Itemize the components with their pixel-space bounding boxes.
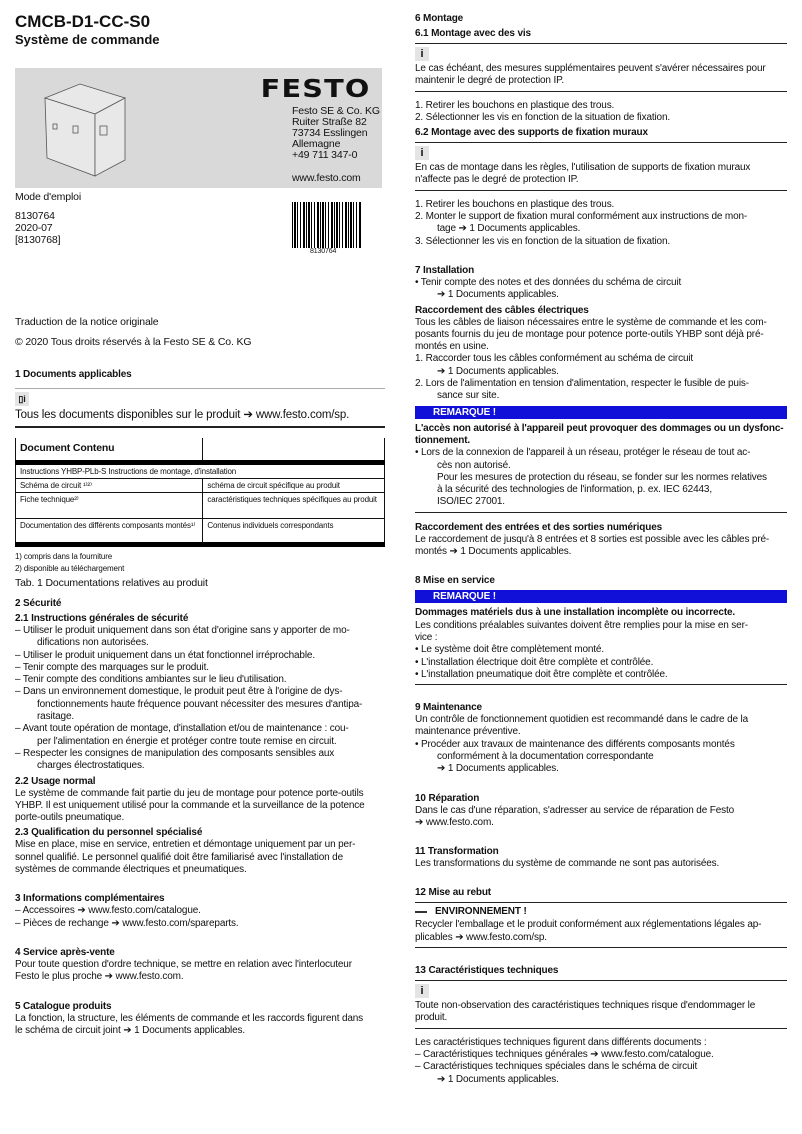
text-line: Mise en place, mise en service, entretien et démontage uniquement par un per- — [15, 839, 356, 851]
footnote: 1) compris dans la fourniture — [15, 551, 113, 561]
list-item — [415, 199, 787, 211]
text-line: tage ➔ 1 Documents applicables. — [437, 223, 581, 235]
divider — [415, 190, 787, 191]
text-line: difications non autorisées. — [37, 637, 149, 649]
section-heading: 2.2 Usage normal — [15, 775, 96, 787]
text-line: 2. Monter le support de fixation mural conformément aux instructions de mon- — [415, 211, 748, 223]
section-heading: 6.1 Montage avec des vis — [415, 28, 531, 39]
text-line: Le raccordement de jusqu'à 8 entrées et 8 sorties est possible avec les câbles pré- — [415, 533, 770, 545]
company-address — [292, 106, 380, 184]
website-link[interactable]: www.festo.com — [292, 172, 361, 184]
text-line: Tous les câbles de liaison nécessaires entre le système de commande et les com- — [415, 316, 767, 328]
text-line: • Procéder aux travaux de maintenance des différents composants montés — [415, 738, 735, 750]
divider — [415, 91, 787, 92]
table-cell: Schéma de circuit ¹⁾²⁾ — [16, 478, 203, 492]
info-icon: i — [415, 984, 429, 998]
text-line: plicables ➔ www.festo.com/sp. — [415, 931, 547, 943]
product-illustration — [35, 76, 145, 186]
section-heading: 6.2 Montage avec des supports de fixation muraux — [415, 127, 648, 139]
section-heading: 2 Sécurité — [15, 598, 62, 609]
list-item — [15, 625, 385, 650]
text-line: Dans le cas d'une réparation, s'adresser au service de réparation de Festo — [415, 804, 735, 816]
text-line: Dommages matériels dus à une installation incomplète ou incorrecte. — [415, 607, 736, 619]
paragraph — [415, 63, 787, 88]
text-line: Les conditions préalables suivantes doivent être remplies pour la mise en ser- — [415, 619, 748, 631]
documents-table — [15, 438, 385, 547]
text-line: Pour les mesures de protection du réseau, se fonder sur les normes relatives — [437, 471, 767, 483]
text-line: • L'installation électrique doit être complète et contrôlée. — [415, 656, 654, 668]
section-heading: 8 Mise en service — [415, 575, 495, 587]
text-line: Recycler l'emballage et le produit conformément aux réglementations légales ap- — [415, 919, 762, 931]
address-line: Festo SE & Co. KG — [292, 105, 380, 117]
section-heading: 10 Réparation — [415, 792, 480, 804]
divider — [415, 1028, 787, 1029]
text-line: sonnel qualifié. Le personnel qualifié doit être familiarisé avec l'installation de — [15, 851, 343, 863]
divider — [415, 684, 787, 685]
list — [415, 447, 787, 508]
text-line: charges électrostatiques. — [37, 760, 145, 772]
text-line: ➔ 1 Documents applicables. — [437, 365, 559, 377]
paragraph — [15, 788, 385, 825]
text-line: vice : — [415, 631, 438, 643]
text-line: – Accessoires ➔ www.festo.com/catalogue. — [15, 905, 201, 917]
paragraph — [15, 839, 385, 876]
section-heading: 11 Transformation — [415, 846, 499, 858]
text-line: Les transformations du système de commande ne sont pas autorisées. — [415, 858, 720, 870]
info-block — [415, 980, 787, 1000]
list — [415, 199, 787, 248]
list — [415, 739, 787, 776]
list-item — [15, 723, 385, 748]
paragraph — [15, 408, 385, 423]
list-item — [415, 211, 787, 236]
text-line: tionnement. — [415, 434, 471, 446]
festo-logo: FESTO — [260, 74, 370, 103]
table-row — [16, 492, 385, 518]
paragraph — [15, 1013, 385, 1038]
section-heading: 6 Montage — [415, 13, 464, 24]
info-icon: i — [415, 47, 429, 61]
list-item — [415, 353, 787, 378]
text-line: ➔ 1 Documents applicables. — [437, 763, 559, 775]
list-item — [415, 277, 787, 302]
text-line: – Pièces de rechange ➔ www.festo.com/spareparts. — [15, 917, 239, 929]
section-heading: Raccordement des câbles électriques — [415, 304, 589, 316]
table-cell: caractéristiques techniques spécifiques au produit — [203, 492, 385, 518]
text-line: – Dans un environnement domestique, le produit peut être à l'origine de dys- — [15, 686, 343, 698]
section-heading: 12 Mise au rebut — [415, 887, 491, 899]
table-caption: Tab. 1 Documentations relatives au produit — [15, 576, 208, 589]
text-line: sance sur site. — [437, 390, 500, 402]
text-line: Un contrôle de fonctionnement quotidien est recommandé dans le cadre de la — [415, 714, 749, 726]
section-heading: 2.1 Instructions générales de sécurité — [15, 613, 189, 624]
text-line: posants fournis du jeu de montage pour potence porte-outils YHBP sont déjà pré- — [415, 328, 764, 340]
doc-type: Mode d'emploi — [15, 191, 82, 203]
text-line: – Tenir compte des conditions ambiantes sur le lieu d'utilisation. — [15, 674, 287, 686]
text-line: ISO/IEC 27001. — [437, 496, 505, 508]
text-line: per l'alimentation en énergie et protéger contre toute remise en circuit. — [37, 735, 337, 747]
text-line: Toute non-observation des caractéristiques techniques risque d'endommager le — [415, 1000, 756, 1012]
paragraph — [415, 317, 787, 354]
left-column — [15, 12, 385, 48]
paragraph — [415, 162, 787, 187]
section-heading: Raccordement des entrées et des sorties numériques — [415, 521, 663, 533]
text-line: L'accès non autorisé à l'appareil peut provoquer des dommages ou un dysfonc- — [415, 422, 784, 434]
paragraph — [415, 607, 787, 619]
document-title: CMCB-D1-CC-S0 — [15, 12, 151, 31]
environment-icon — [415, 911, 427, 913]
text-line: Le cas échéant, des mesures supplémentaires peuvent s'avérer nécessaires pour — [415, 63, 766, 74]
text-line: • Le système doit être complètement monté. — [415, 644, 604, 656]
table-cell: schéma de circuit spécifique au produit — [203, 478, 385, 492]
banner-label: ENVIRONNEMENT ! — [435, 906, 527, 918]
text-line: – Caractéristiques techniques spéciales dans le schéma de circuit — [415, 1061, 698, 1073]
paragraph — [415, 919, 787, 944]
text-line: ➔ 1 Documents applicables. — [437, 289, 559, 301]
text-line: – Utiliser le produit uniquement dans un état fonctionnel irréprochable. — [15, 649, 315, 661]
list-item — [415, 739, 787, 776]
text-line: montés ➔ 1 Documents applicables. — [415, 546, 572, 558]
document-subtitle: Système de commande — [15, 32, 160, 47]
paragraph — [415, 620, 787, 681]
table-cell: Fiche technique²⁾ — [16, 492, 203, 518]
list-item — [415, 112, 787, 124]
text-line: rasitage. — [37, 711, 75, 723]
text-line: maintenance préventive. — [415, 726, 521, 738]
table-row — [16, 478, 385, 492]
table-row — [16, 518, 385, 544]
list-item — [15, 686, 385, 723]
cover-box — [15, 68, 382, 188]
section-documents — [15, 368, 385, 590]
paragraph — [415, 858, 787, 870]
table-header — [203, 438, 385, 462]
text-line: 1. Raccorder tous les câbles conformément au schéma de circuit — [415, 353, 694, 365]
table-cell: Contenus individuels correspondants — [203, 518, 385, 544]
text-line: à la sécurité des technologies de l'information, p. ex. IEC 62443, — [437, 484, 712, 496]
text-line: • Lors de la connexion de l'appareil à un réseau, protéger le réseau de tout ac- — [415, 447, 751, 459]
text-line: n'affecte pas le degré de protection IP. — [415, 174, 579, 186]
list-item — [15, 674, 385, 686]
list-item — [15, 662, 385, 674]
text-line: – Tenir compte des marquages sur le produit. — [15, 661, 209, 673]
text-line: • L'installation pneumatique doit être complète et contrôlée. — [415, 668, 668, 680]
paragraph — [415, 714, 787, 739]
section-heading: 9 Maintenance — [415, 702, 482, 714]
barcode — [292, 202, 362, 248]
list-item — [415, 236, 787, 248]
book-info-icon: ▯i — [15, 392, 29, 406]
doc-date: 2020-07 — [15, 222, 53, 234]
paragraph — [415, 534, 787, 559]
notice-banner: REMARQUE ! — [415, 590, 787, 603]
notice-banner: REMARQUE ! — [415, 406, 787, 419]
text-line: La fonction, la structure, les éléments de commande et les raccords figurent dans — [15, 1012, 364, 1024]
list — [415, 1061, 787, 1086]
paragraph — [415, 1037, 787, 1062]
list — [415, 353, 787, 402]
section-heading: 1 Documents applicables — [15, 369, 132, 380]
section-heading: 13 Caractéristiques techniques — [415, 965, 559, 977]
info-block — [15, 388, 385, 408]
section-heading: 7 Installation — [415, 264, 475, 276]
info-icon: i — [415, 146, 429, 160]
address-line: Ruiter Straße 82 — [292, 116, 367, 128]
list-item — [15, 748, 385, 773]
text-line: Pour toute question d'ordre technique, se mettre en relation avec l'interlocuteur — [15, 958, 352, 970]
section-heading: 4 Service après-vente — [15, 946, 115, 958]
barcode-number: 8130764 — [310, 248, 337, 255]
translation-note: Traduction de la notice originale — [15, 316, 159, 328]
text-line: porte-outils pneumatique. — [15, 812, 125, 824]
list — [415, 100, 787, 125]
text-line: cès non autorisé. — [437, 459, 511, 471]
divider — [415, 512, 787, 513]
section-heading: 3 Informations complémentaires — [15, 893, 165, 905]
text-line: systèmes de commande électriques et pneumatiques. — [15, 864, 247, 876]
text-line: 1. Retirer les bouchons en plastique des trous. — [415, 198, 615, 210]
text-line: Tous les documents disponibles sur le produit ➔ www.festo.com/sp. — [15, 409, 350, 421]
text-line: – Avant toute opération de montage, d'installation et/ou de maintenance : cou- — [15, 723, 349, 735]
text-line: ➔ www.festo.com. — [415, 816, 494, 828]
list — [415, 277, 787, 302]
text-line: – Utiliser le produit uniquement dans son état d'origine sans y apporter de mo- — [15, 625, 350, 636]
paragraph — [415, 805, 787, 830]
copyright: © 2020 Tous droits réservés à la Festo SE & Co. KG — [15, 336, 252, 348]
text-line: 1. Retirer les bouchons en plastique des trous. — [415, 99, 615, 111]
phone-number: +49 711 347-0 — [292, 149, 358, 161]
paragraph — [15, 905, 385, 930]
paragraph — [15, 959, 385, 984]
list-item — [415, 100, 787, 112]
info-block — [415, 43, 787, 63]
text-line: Festo le plus proche ➔ www.festo.com. — [15, 971, 184, 983]
text-line: le schéma de circuit joint ➔ 1 Documents applicables. — [15, 1024, 245, 1036]
text-line: Le système de commande fait partie du jeu de montage pour potence porte-outils — [15, 787, 364, 799]
footnote: 2) disponible au téléchargement — [15, 563, 125, 573]
address-line: 73734 Esslingen — [292, 127, 368, 139]
text-line: montés en usine. — [415, 341, 489, 353]
environment-banner — [415, 902, 787, 919]
list — [15, 625, 385, 773]
text-line: – Respecter les consignes de manipulation des composants sensibles aux — [15, 747, 335, 759]
list-item — [415, 378, 787, 403]
text-line: 3. Sélectionner les vis en fonction de la situation de fixation. — [415, 235, 671, 247]
section-heading: 2.3 Qualification du personnel spécialisé — [15, 827, 203, 839]
text-line: produit. — [415, 1012, 448, 1024]
table-cell: Instructions YHBP-PLb-S Instructions de montage, d'installation — [16, 462, 385, 478]
table-row — [16, 462, 385, 478]
paragraph — [415, 423, 787, 448]
text-line: ➔ 1 Documents applicables. — [437, 1073, 559, 1085]
doc-number: 8130764 — [15, 210, 55, 222]
right-column — [415, 12, 787, 1086]
list-item — [415, 447, 787, 508]
text-line: Les caractéristiques techniques figurent dans différents documents : — [415, 1036, 707, 1048]
text-line: 2. Lors de l'alimentation en tension d'alimentation, respecter le fusible de puis- — [415, 378, 749, 390]
text-line: En cas de montage dans les règles, l'utilisation de supports de fixation muraux — [415, 162, 751, 174]
table-header: Document Contenu — [16, 438, 203, 462]
text-line: 2. Sélectionner les vis en fonction de la situation de fixation. — [415, 111, 671, 123]
table-cell: Documentation des différents composants montés¹⁾ — [16, 518, 203, 544]
divider — [415, 947, 787, 948]
info-block — [415, 142, 787, 162]
paragraph — [415, 1000, 787, 1025]
section-heading: 5 Catalogue produits — [15, 1000, 112, 1012]
address-line: Allemagne — [292, 138, 341, 150]
text-line: fonctionnements haute fréquence pouvant nécessiter des mesures d'antipa- — [37, 698, 363, 710]
list-item — [415, 1061, 787, 1086]
text-line: YHBP. Il est uniquement utilisé pour la commande et la surveillance de la potence — [15, 799, 365, 811]
left-sections — [15, 581, 385, 1037]
text-line: • Tenir compte des notes et des données du schéma de circuit — [415, 276, 682, 288]
text-line: conformément à la documentation correspondante — [437, 750, 654, 762]
text-line: – Caractéristiques techniques générales ➔ www.festo.com/catalogue. — [415, 1048, 714, 1060]
list-item — [15, 650, 385, 662]
doc-ref: [8130768] — [15, 234, 61, 246]
text-line: maintenir le degré de protection IP. — [415, 75, 564, 87]
